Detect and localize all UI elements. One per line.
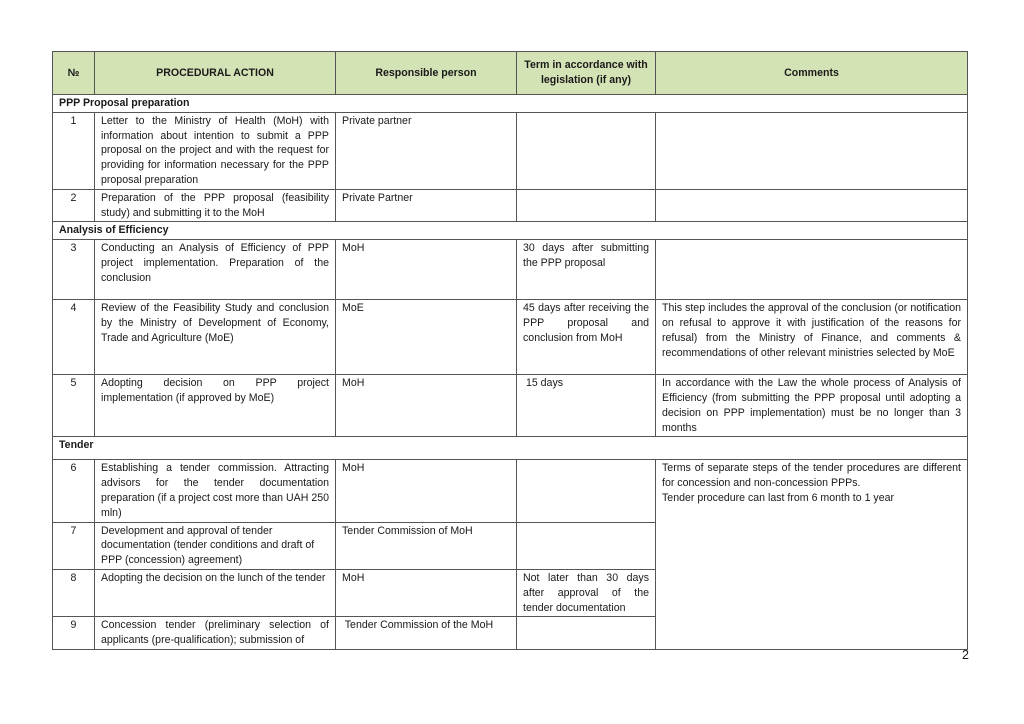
row-action: Conducting an Analysis of Efficiency of PPP project implementation. Preparation of the conclusion <box>95 240 336 300</box>
row-person: MoH <box>336 569 517 616</box>
procedural-actions-table <box>52 51 968 650</box>
row-number: 3 <box>53 240 95 300</box>
row-person: Private partner <box>336 112 517 189</box>
header-number: № <box>53 52 95 95</box>
row-person: MoH <box>336 460 517 522</box>
table-row <box>53 189 968 222</box>
row-term: 45 days after receiving the PPP proposal and conclusion from MoH <box>517 300 656 375</box>
header-term: Term in accordance with legislation (if any) <box>517 52 656 95</box>
header-procedural-action: PROCEDURAL ACTION <box>95 52 336 95</box>
row-number: 2 <box>53 189 95 222</box>
row-number: 7 <box>53 522 95 569</box>
row-number: 8 <box>53 569 95 616</box>
section-row <box>53 437 968 460</box>
row-comments <box>656 189 968 222</box>
table-row <box>53 300 968 375</box>
row-term <box>517 617 656 650</box>
row-comments: This step includes the approval of the conclusion (or notification on refusal to approve it with justification of the reasons for refusal) from the Ministry of Finance, and comments & recommendations of other relevant ministries selected by MoE <box>656 300 968 375</box>
row-number: 9 <box>53 617 95 650</box>
section-title: PPP Proposal preparation <box>53 95 968 113</box>
page-number: 2 <box>962 648 969 662</box>
table-header-row <box>53 52 968 95</box>
row-term <box>517 460 656 522</box>
row-person: MoH <box>336 375 517 437</box>
table-row <box>53 112 968 189</box>
row-term: 30 days after submitting the PPP proposal <box>517 240 656 300</box>
row-term <box>517 522 656 569</box>
row-comments-tender <box>656 460 968 650</box>
row-comments <box>656 112 968 189</box>
row-term: 15 days <box>517 375 656 437</box>
row-action: Concession tender (preliminary selection of applicants (pre-qualification); submission of <box>95 617 336 650</box>
section-title: Tender <box>53 437 968 460</box>
row-number: 5 <box>53 375 95 437</box>
row-person: Tender Commission of the MoH <box>336 617 517 650</box>
comments-line: Tender procedure can last from 6 month to 1 year <box>662 491 895 504</box>
table-row <box>53 240 968 300</box>
header-responsible-person: Responsible person <box>336 52 517 95</box>
row-number: 4 <box>53 300 95 375</box>
row-number: 6 <box>53 460 95 522</box>
row-action: Establishing a tender commission. Attracting advisors for the tender documentation preparation (if a project cost more than UAH 250 mln) <box>95 460 336 522</box>
row-person: MoE <box>336 300 517 375</box>
section-row <box>53 222 968 240</box>
row-number: 1 <box>53 112 95 189</box>
table-row <box>53 375 968 437</box>
section-title: Analysis of Efficiency <box>53 222 968 240</box>
row-term <box>517 189 656 222</box>
row-person: Tender Commission of MoH <box>336 522 517 569</box>
row-action: Development and approval of tender documentation (tender conditions and draft of PPP (concession) agreement) <box>95 522 336 569</box>
comments-line: Terms of separate steps of the tender procedures are different for concession and non-concession PPPs. <box>662 462 961 490</box>
row-action: Adopting the decision on the lunch of the tender <box>95 569 336 616</box>
row-comments: In accordance with the Law the whole process of Analysis of Efficiency (from submitting the PPP proposal until adopting a decision on PPP implementation) must be no longer than 3 months <box>656 375 968 437</box>
row-term: Not later than 30 days after approval of the tender documentation <box>517 569 656 616</box>
row-comments <box>656 240 968 300</box>
table-row <box>53 460 968 522</box>
row-person: Private Partner <box>336 189 517 222</box>
row-action: Review of the Feasibility Study and conclusion by the Ministry of Development of Economy, Trade and Agriculture (MoE) <box>95 300 336 375</box>
row-term <box>517 112 656 189</box>
section-row <box>53 95 968 113</box>
row-person: MoH <box>336 240 517 300</box>
row-action: Adopting decision on PPP project implementation (if approved by MoE) <box>95 375 336 437</box>
row-action: Preparation of the PPP proposal (feasibility study) and submitting it to the MoH <box>95 189 336 222</box>
header-comments: Comments <box>656 52 968 95</box>
row-action: Letter to the Ministry of Health (MoH) with information about intention to submit a PPP proposal on the project and with the request for providing for information necessary for the PPP proposal preparation <box>95 112 336 189</box>
